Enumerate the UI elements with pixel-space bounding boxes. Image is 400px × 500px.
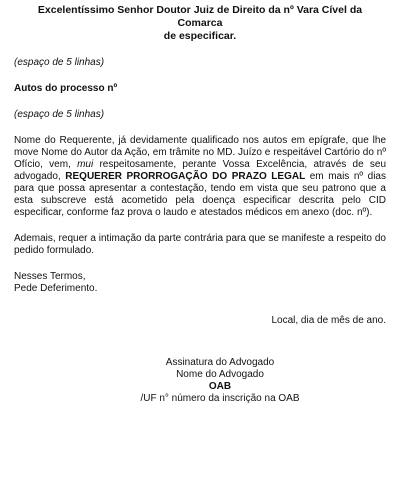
intimation-paragraph: Ademais, requer a intimação da parte contrária para que se manifeste a respeito do pedido formulado.: [14, 233, 386, 256]
petition-request-highlight: REQUERER PRORROGAÇÃO DO PRAZO LEGAL: [65, 171, 306, 182]
signature-block: [14, 357, 386, 405]
heading-line-1: Excelentíssimo Senhor Doutor Juiz de Direito da nº Vara Cível da Comarca: [37, 4, 363, 29]
case-number-label: Autos do processo nº: [14, 83, 118, 94]
spacing-note-2: (espaço de 5 linhas): [14, 109, 105, 120]
oab-details: /UF n° número da inscrição na OAB: [140, 393, 300, 404]
court-address-heading: [14, 4, 386, 43]
heading-line-2: de especificar.: [163, 30, 237, 42]
petition-emphasis-mui: mui: [77, 159, 94, 170]
petition-text-part-3: em mais nº dias para que possa apresentar a contestação, tendo em vista que seu patrono que a esta subscreve está acometido pela doença especificar descrita pelo CID especificar, conforme faz prova o laudo e atestados médicos em anexo (doc. nº).: [14, 171, 386, 218]
petition-text-part-2: respeitosamente, perante Vossa Excelência, através de seu advogado,: [14, 159, 386, 182]
petition-text-part-1: Nome do Requerente, já devidamente qualificado nos autos em epígrafe, que lhe move Nome do Autor da Ação, em trâmite no MD. Juízo e respeitável Cartório do nº Ofício, vem,: [14, 135, 386, 170]
closing-line-1: Nesses Termos,: [14, 271, 86, 282]
oab-registration: [54, 381, 386, 405]
closing-line-2: Pede Deferimento.: [14, 283, 98, 294]
petition-paragraph: [14, 135, 386, 219]
closing-block: [14, 271, 386, 295]
spacing-note-1: (espaço de 5 linhas): [14, 57, 105, 68]
place-date-line: Local, dia de mês de ano.: [271, 315, 386, 326]
oab-prefix: OAB: [208, 381, 232, 392]
lawyer-name: Nome do Advogado: [176, 369, 264, 380]
signature-line: Assinatura do Advogado: [165, 357, 275, 368]
